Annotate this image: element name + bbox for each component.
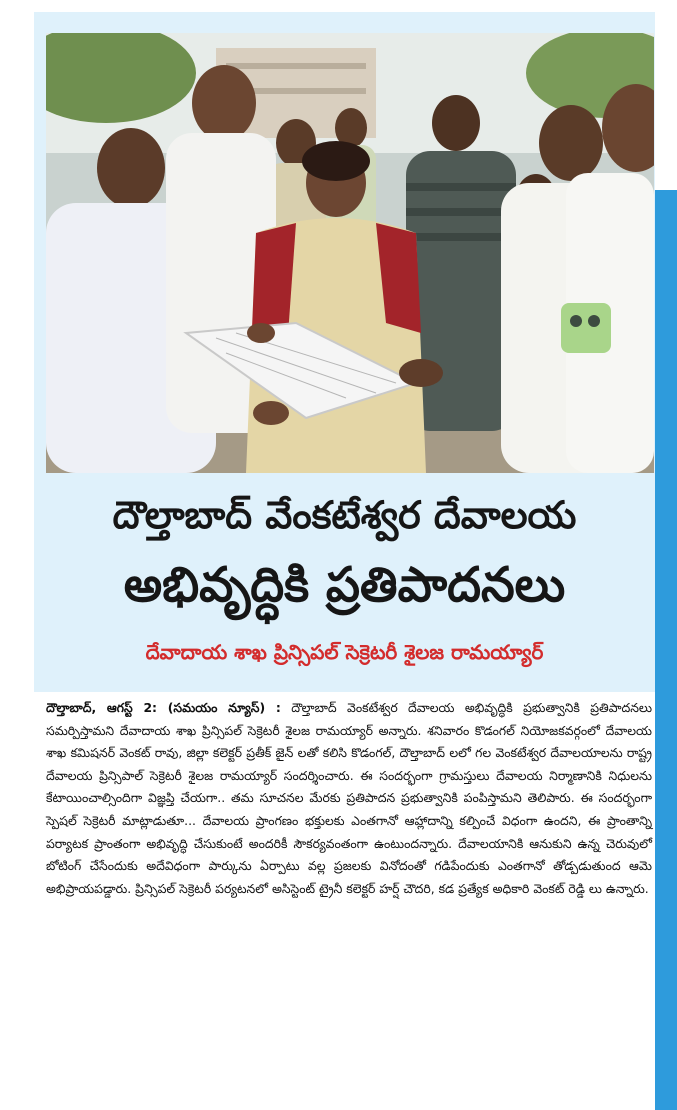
side-stripe bbox=[655, 190, 677, 1110]
subheadline: దేవాదాయ శాఖ ప్రిన్సిపల్ సెక్రెటరీ శైలజ రామయ్యార్ bbox=[145, 640, 544, 664]
dateline: దౌల్తాబాద్, ఆగస్ట్ 2: (సమయం న్యూస్) : bbox=[46, 700, 281, 715]
article-body-text: దౌల్తాబాద్ వెంకటేశ్వర దేవాలయ అభివృద్ధికి ప్రభుత్వానికి ప్రతిపాదనలు సమర్పిస్తామని దేవాదాయ శాఖ ప్రిన్సిపల్ సెక్రెటరీ శైలజ రామయ్యార్ అన్నారు. శనివారం కొడంగల్ నియోజకవర్గంలో దేవాలయ శాఖ కమిషనర్ వెంకట్ రావు, జిల్లా కలెక్టర్ ప్రతీక్ జైన్ లతో కలిసి కొడంగల్, దౌల్తాబాద్ లలో గల వెంకటేశ్వర దేవాలయాలను రాష్ట్ర దేవాలయ ప్రిన్సిపాల్ సెక్రెటరీ శైలజ రామయ్యార్ సందర్శించారు. ఈ సందర్భంగా గ్రామస్తులు దేవాలయ నిర్మాణానికి నిధులను కేటాయించాల్సిందిగా విజ్ఞప్తి చేయగా.. తమ సూచనల మేరకు ప్రతిపాదన ప్రభుత్వానికి పంపిస్తామని తెలిపారు. ఈ సందర్భంగా స్పెషల్ సెక్రెటరీ మాట్లాడుతూ... దేవాలయ ప్రాంగణం భక్తులకు ఎంతగానో ఆహ్లాదాన్ని కల్పించే విధంగా ఉందని, ఈ ప్రాంతాన్ని పర్యాటక ప్రాంతంగా అభివృద్ధి చేసుకుంటే అందరికీ సౌకర్యవంతంగా ఉంటుందన్నారు. దేవాలయానికి ఆనుకుని ఉన్న చెరువులో బోటింగ్ చేసేందుకు అదేవిధంగా పార్కును ఏర్పాటు వల్ల ప్రజలకు వినోదంతో గడిపేందుకు ఎంతగానో తోడ్పడుతుంద ఆమె అభిప్రాయపడ్డారు. ప్రిన్సిపల్ సెక్రెటరీ పర్యటనలో అసిస్టెంట్ ట్రైనీ కలెక్టర్ హర్ష్ చౌదరి, కడ ప్రత్యేక అధికారి వెంకట్ రెడ్డి లు ఉన్నారు. bbox=[46, 700, 652, 896]
article-body bbox=[46, 697, 652, 900]
headline-line-2: అభివృద్ధికి ప్రతిపాదనలు bbox=[123, 557, 566, 613]
news-photo bbox=[46, 33, 654, 473]
headline-line-1: దౌల్తాబాద్ వేంకటేశ్వర దేవాలయ bbox=[112, 493, 577, 537]
